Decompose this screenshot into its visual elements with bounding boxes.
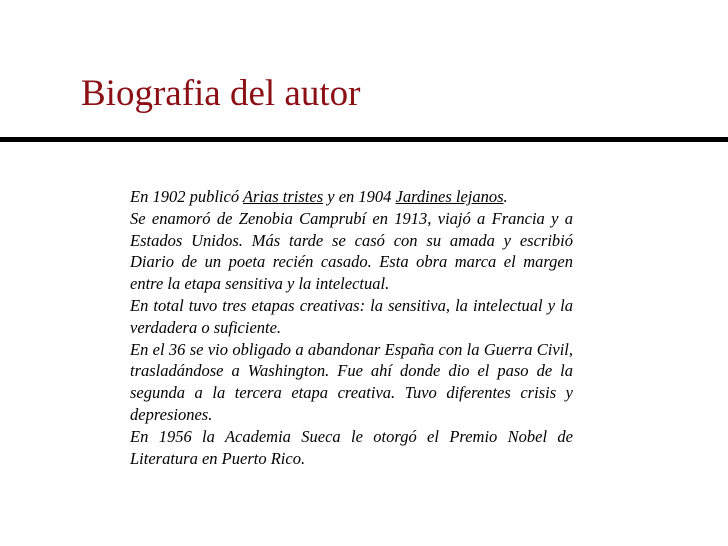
intro-text-3: . (503, 187, 508, 206)
paragraph-etapas: En total tuvo tres etapas creativas: la sensitiva, la intelectual y la verdadera o suficiente. (130, 295, 573, 337)
paragraph-premio-nobel: En 1956 la Academia Sueca le otorgó el Premio Nobel de Literatura en Puerto Rico. (130, 426, 573, 468)
slide-body (130, 186, 573, 469)
slide-title: Biografia del autor (81, 73, 361, 114)
book-title-jardines-lejanos[interactable]: Jardines lejanos (395, 187, 504, 206)
intro-text-1: En 1902 publicó (130, 187, 243, 206)
intro-text-2: y en 1904 (323, 187, 396, 206)
book-title-arias-tristes[interactable]: Arias tristes (242, 187, 324, 206)
title-divider (0, 137, 728, 142)
paragraph-guerra-civil: En el 36 se vio obligado a abandonar España con la Guerra Civil, trasladándose a Washington. Fue ahí donde dio el paso de la segunda a la tercera etapa creativa. Tuvo diferentes crisis y depresiones. (130, 339, 573, 424)
paragraph-zenobia: Se enamoró de Zenobia Camprubí en 1913, viajó a Francia y a Estados Unidos. Más tarde se casó con su amada y escribió Diario de un poeta recién casado. Esta obra marca el margen entre la etapa sensitiva y la intelectual. (130, 208, 573, 294)
intro-paragraph (130, 186, 573, 208)
